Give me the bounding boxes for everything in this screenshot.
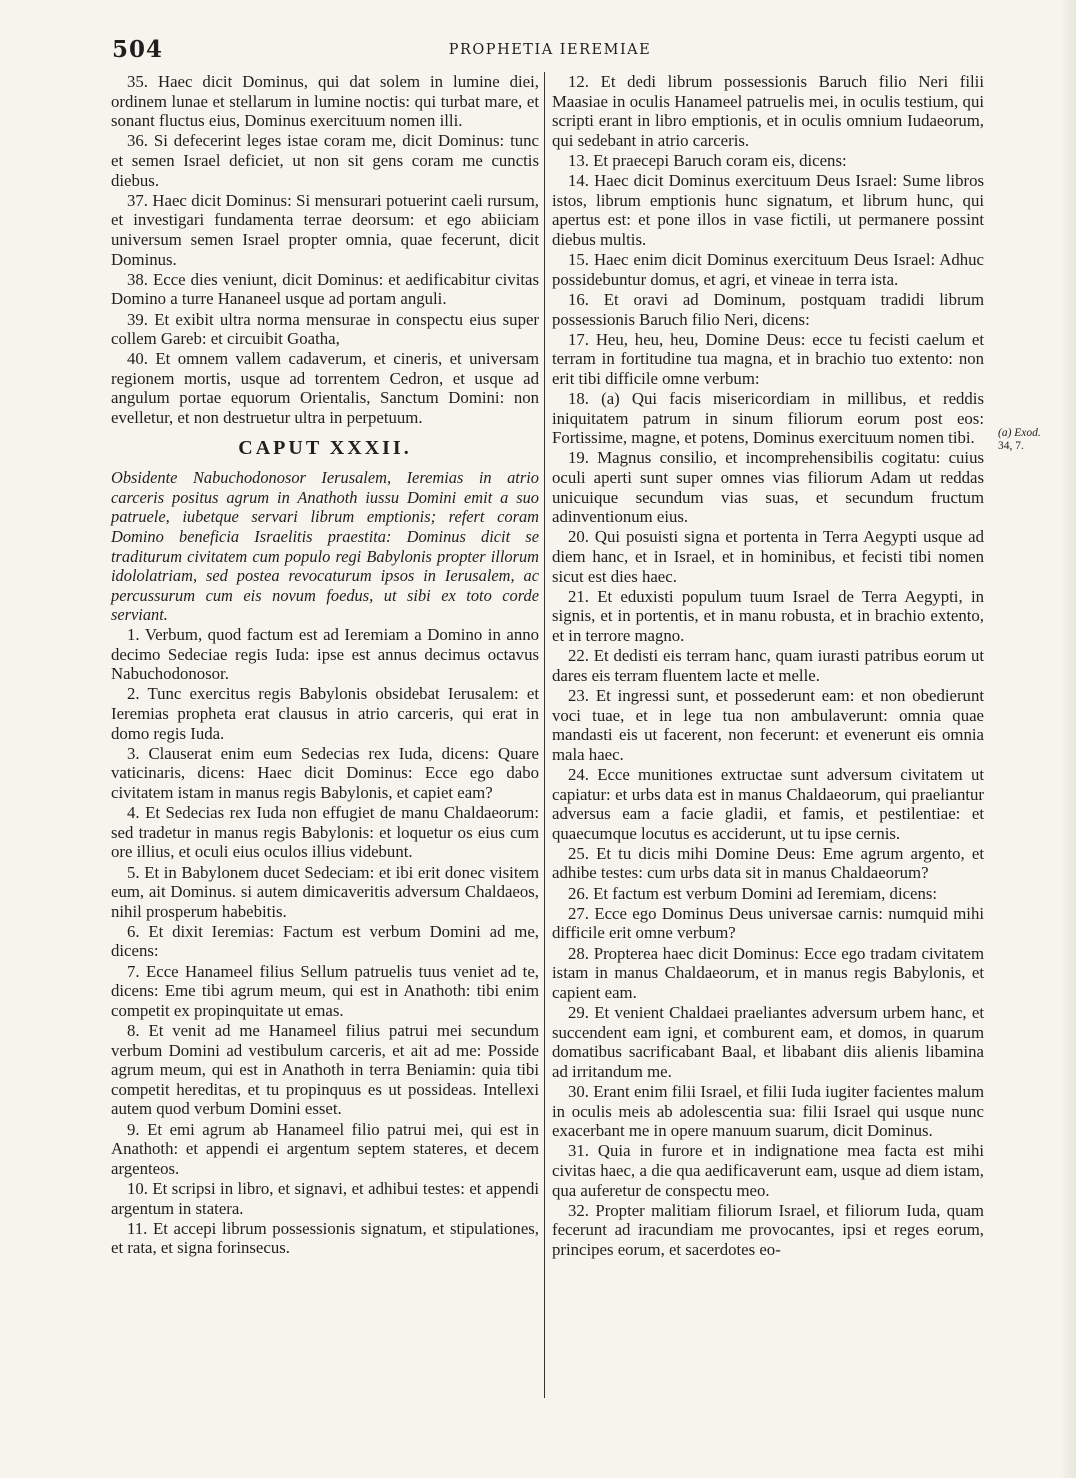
verse-32: 32. Propter malitiam filiorum Israel, et filiorum Iuda, quam fecerunt ad iracundiam me provocantes, ipsi et reges eorum, principes eorum, et sacerdotes eo- (552, 1200, 984, 1259)
verse-19: 19. Magnus consilio, et incomprehensibilis cogitatu: cuius oculi aperti sunt super omnes vias filiorum Adam ut reddas unicuique secundum vias suas, et secundum fructum adinventionum eius. (552, 448, 984, 527)
verse-16: 16. Et oravi ad Dominum, postquam tradidi librum possessionis Baruch filio Neri, dicens: (552, 289, 984, 329)
verse-2: 2. Tunc exercitus regis Babylonis obsidebat Ierusalem: et Ieremias propheta erat clausus in atrio carceris, qui erat in domo regis Iuda. (111, 684, 539, 743)
verse-40: 40. Et omnem vallem cadaverum, et cineris, et universam regionem mortis, usque ad torrentem Cedron, et usque ad angulum portae equorum Orientalis, Sanctum Domini: non evelletur, et non destruetur ultra in perpetuum. (111, 349, 539, 428)
verse-37: 37. Haec dicit Dominus: Si mensurari potuerint caeli rursum, et investigari fundamenta terrae deorsum: et ego abiiciam universum semen Israel propter omnia, quae fecerunt, dicit Dominus. (111, 190, 539, 269)
page-number: 504 (112, 36, 164, 63)
verse-23: 23. Et ingressi sunt, et possederunt eam: et non obedierunt voci tuae, et in lege tua non ambulaverunt: omnia quae mandasti eis ut facerent, non fecerunt: et evenerunt eis omnia mala haec. (552, 685, 984, 764)
chapter-title: CAPUT XXXII. (238, 436, 412, 459)
margin-reference-note (998, 427, 1068, 453)
verse-4: 4. Et Sedecias rex Iuda non effugiet de manu Chaldaeorum: sed tradetur in manus regis Babylonis: et loquetur os eius cum ore illius, et oculi eius oculos illius videbunt. (111, 803, 539, 862)
verse-12: 12. Et dedi librum possessionis Baruch filio Neri filii Maasiae in oculis Hanameel patruelis mei, in oculis testium, qui scripti erant in libro emptionis, et in oculis omnium Iudaeorum, qui sedebant in atrio carceris. (552, 72, 984, 150)
margin-note-ref: (a) Exod. (998, 427, 1041, 439)
verse-9: 9. Et emi agrum ab Hanameel filio patrui mei, qui est in Anathoth: et appendi ei argentum septem stateres, et decem argenteos. (111, 1119, 539, 1178)
chapter-summary: Obsidente Nabuchodonosor Ierusalem, Ieremias in atrio carceris positus agrum in Anathoth iussu Domini emit a suo patruele, iubetque servari librum emptionis; refert coram Domino beneficia Israelitis praestita: Dominus dicit se traditurum civitatem cum populo regi Babylonis propter illorum idololatriam, sed postea revocaturum ipsos in Ierusalem, ac percussurum cum eis novum foedus, ut sibi ex toto corde serviant. (111, 468, 539, 625)
verse-27: 27. Ecce ego Dominus Deus universae carnis: numquid mihi difficile erit omne verbum? (552, 903, 984, 943)
verse-29: 29. Et venient Chaldaei praeliantes adversum urbem hanc, et succendent eam igni, et comburent eam, et domos, in quarum domatibus sacrificabant Baal, et libabant diis alienis libamina ad irritandum me. (552, 1003, 984, 1081)
verse-14: 14. Haec dicit Dominus exercituum Deus Israel: Sume libros istos, librum emptionis hunc signatum, et librum hunc, qui apertus est: et pone illos in vase fictili, ut permanere possint diebus multis. (552, 171, 984, 249)
verse-8: 8. Et venit ad me Hanameel filius patrui mei secundum verbum Domini ad vestibulum carceris, et ait ad me: Posside agrum meum, qui est in Anathoth in terra Beniamin: quia tibi competit hereditas, et tu propinquus es ut possideas. Intellexi autem quod verbum Domini esset. (111, 1021, 539, 1119)
verse-10: 10. Et scripsi in libro, et signavi, et adhibui testes: et appendi argentum in statera. (111, 1178, 539, 1218)
verse-20: 20. Qui posuisti signa et portenta in Terra Aegypti usque ad diem hanc, et in Israel, et in hominibus, et fecisti tibi nomen sicut est dies haec. (552, 527, 984, 586)
verse-7: 7. Ecce Hanameel filius Sellum patruelis tuus veniet ad te, dicens: Eme tibi agrum meum, qui est in Anathoth: tibi enim competit ex propinquitate ut emas. (111, 961, 539, 1020)
verse-30: 30. Erant enim filii Israel, et filii Iuda iugiter facientes malum in oculis meis ab adolescentia sua: filii Israel qui usque nunc exacerbant me in opere manuum suarum, dicit Dominus. (552, 1081, 984, 1141)
verse-31: 31. Quia in furore et in indignatione mea facta est mihi civitas haec, a die qua aedificaverunt eam, usque ad diem istam, qua auferetur de conspectu meo. (552, 1141, 984, 1200)
verse-18: 18. (a) Qui facis misericordiam in millibus, et reddis iniquitatem patrum in sinum filiorum eorum post eos: Fortissime, magne, et potens, Dominus exercituum nomen tibi. (552, 389, 984, 448)
verse-36: 36. Si defecerint leges istae coram me, dicit Dominus: tunc et semen Israel deficiet, ut non sit gens coram me cunctis diebus. (111, 131, 539, 190)
verse-39: 39. Et exibit ultra norma mensurae in conspectu eius super collem Gareb: et circuibit Goatha, (111, 309, 539, 349)
verse-35: 35. Haec dicit Dominus, qui dat solem in lumine diei, ordinem lunae et stellarum in lumine noctis: qui turbat mare, et sonant fluctus eius, Dominus exercituum nomen illi. (111, 72, 539, 131)
verse-22: 22. Et dedisti eis terram hanc, quam iurasti patribus eorum ut dares eis terram fluentem lacte et melle. (552, 646, 984, 685)
verse-21: 21. Et eduxisti populum tuum Israel de Terra Aegypti, in signis, et in portentis, et in manu robusta, et in brachio extento, et in terrore magno. (552, 586, 984, 645)
verse-38: 38. Ecce dies veniunt, dicit Dominus: et aedificabitur civitas Domino a turre Hananeel usque ad portam anguli. (111, 269, 539, 309)
verse-25: 25. Et tu dicis mihi Domine Deus: Eme agrum argento, et adhibe testes: cum urbs data sit in manus Chaldaeorum? (552, 843, 984, 883)
verse-11: 11. Et accepi librum possessionis signatum, et stipulationes, et rata, et signa forinsecus. (111, 1218, 539, 1258)
verse-26: 26. Et factum est verbum Domini ad Ieremiam, dicens: (568, 883, 938, 903)
right-column (552, 72, 984, 1260)
column-divider (544, 72, 545, 1398)
page-edge-shade (1060, 0, 1076, 1478)
verse-13: 13. Et praecepi Baruch coram eis, dicens: (568, 150, 847, 170)
verse-3: 3. Clauserat enim eum Sedecias rex Iuda, dicens: Quare vaticinaris, dicens: Haec dicit Dominus: Ecce ego dabo civitatem istam in manus regis Babylonis, et capiet eam? (111, 743, 539, 802)
verse-17: 17. Heu, heu, heu, Domine Deus: ecce tu fecisti caelum et terram in fortitudine tua magna, et in brachio tuo extento: non erit tibi difficile omne verbum: (552, 329, 984, 388)
page-header (110, 36, 990, 63)
margin-note-cite: 34, 7. (998, 440, 1024, 452)
verse-28: 28. Propterea haec dicit Dominus: Ecce ego tradam civitatem istam in manus Chaldaeorum, et in manus regis Babylonis, et capient eam. (552, 943, 984, 1002)
verse-24: 24. Ecce munitiones extructae sunt adversum civitatem ut capiatur: et urbs data est in manus Chaldaeorum, qui praeliantur adversus eam a facie gladii, et famis, et pestilentiae: et quaecumque locutus es acciderunt, ut tu ipse cernis. (552, 764, 984, 843)
verse-6: 6. Et dixit Ieremias: Factum est verbum Domini ad me, dicens: (111, 921, 539, 961)
left-column (111, 72, 539, 1259)
verse-5: 5. Et in Babylonem ducet Sedeciam: et ibi erit donec visitem eum, ait Dominus. si autem dimicaveritis adversum Chaldaeos, nihil prosperum habebitis. (111, 862, 539, 921)
verse-1: 1. Verbum, quod factum est ad Ieremiam a Domino in anno decimo Sedeciae regis Iuda: ipse est annus decimus octavus Nabuchodonosor. (111, 625, 539, 684)
verse-15: 15. Haec enim dicit Dominus exercituum Deus Israel: Adhuc possidebuntur domus, et agri, et vineae in terra ista. (552, 250, 984, 289)
running-title: PROPHETIA IEREMIAE (448, 42, 652, 58)
